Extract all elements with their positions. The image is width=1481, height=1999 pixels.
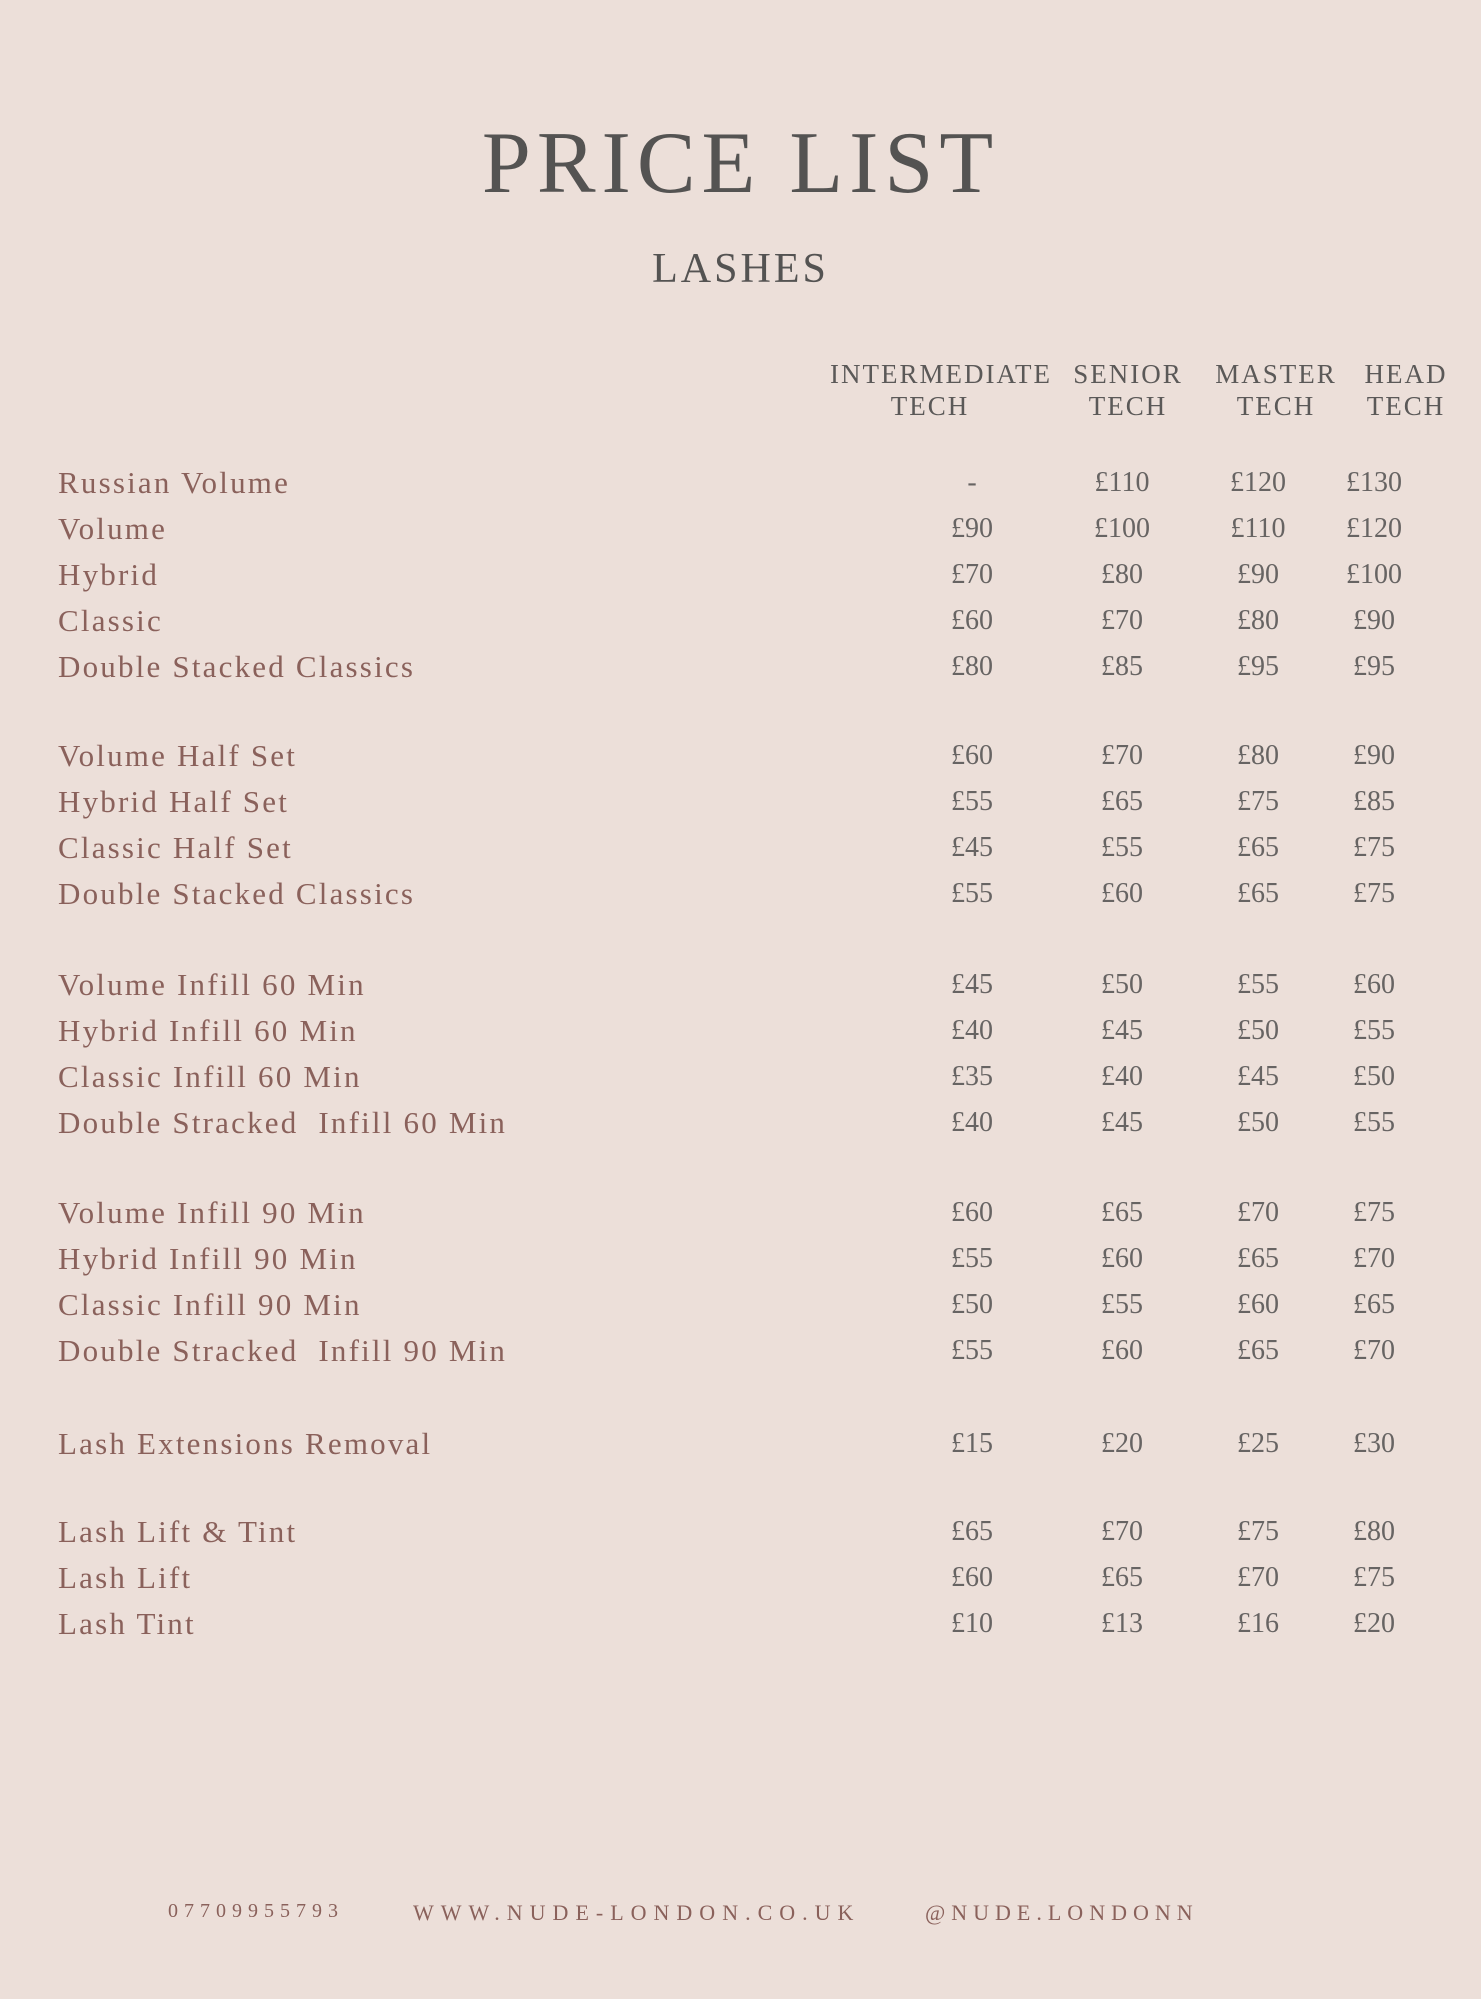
- price-master: £50: [1237, 1107, 1279, 1138]
- column-header-line: TECH: [1366, 391, 1446, 421]
- price-row: [0, 1331, 1481, 1371]
- price-senior: £45: [1101, 1015, 1143, 1046]
- price-senior: £100: [1094, 513, 1150, 544]
- price-master: £55: [1237, 969, 1279, 1000]
- price-master: £70: [1237, 1197, 1279, 1228]
- price-master: £110: [1230, 513, 1286, 544]
- price-senior: £45: [1101, 1107, 1143, 1138]
- price-intermediate: £65: [951, 1516, 993, 1547]
- price-senior: £70: [1101, 740, 1143, 771]
- service-name: Classic Infill 60 Min: [58, 1059, 362, 1094]
- price-master: £65: [1237, 1243, 1279, 1274]
- instagram-handle[interactable]: @NUDE.LONDONN: [925, 1900, 1199, 1925]
- price-intermediate: £60: [951, 605, 993, 636]
- price-senior: £40: [1101, 1061, 1143, 1092]
- price-senior: £60: [1101, 878, 1143, 909]
- price-row: [0, 1424, 1481, 1464]
- service-name: Hybrid Infill 90 Min: [58, 1241, 358, 1276]
- price-master: £60: [1237, 1289, 1279, 1320]
- section-title: LASHES: [652, 246, 829, 292]
- price-senior: £55: [1101, 1289, 1143, 1320]
- price-row: [0, 1193, 1481, 1233]
- price-head: £130: [1346, 467, 1402, 498]
- price-master: £80: [1237, 605, 1279, 636]
- service-name: Lash Extensions Removal: [58, 1426, 433, 1461]
- service-name: Classic Infill 90 Min: [58, 1287, 362, 1322]
- price-head: £50: [1353, 1061, 1395, 1092]
- price-master: £50: [1237, 1015, 1279, 1046]
- price-intermediate: £55: [951, 1335, 993, 1366]
- price-master: £25: [1237, 1428, 1279, 1459]
- price-head: £90: [1353, 605, 1395, 636]
- price-master: £16: [1237, 1608, 1279, 1639]
- price-head: £30: [1353, 1428, 1395, 1459]
- price-head: £55: [1353, 1107, 1395, 1138]
- price-master: £65: [1237, 1335, 1279, 1366]
- column-header-line: TECH: [1088, 391, 1168, 421]
- column-header-line: TECH: [890, 391, 970, 421]
- price-intermediate: £40: [951, 1107, 993, 1138]
- price-intermediate: £55: [951, 786, 993, 817]
- column-header-intermediate: [830, 358, 1052, 422]
- price-head: £75: [1353, 1197, 1395, 1228]
- price-senior: £20: [1101, 1428, 1143, 1459]
- service-name: Volume Infill 90 Min: [58, 1195, 366, 1230]
- price-master: £90: [1237, 559, 1279, 590]
- service-name: Double Stacked Classics: [58, 876, 416, 911]
- column-header-line: TECH: [1236, 391, 1316, 421]
- price-row: [0, 509, 1481, 549]
- price-row: [0, 736, 1481, 776]
- price-senior: £65: [1101, 1562, 1143, 1593]
- service-name: Double Stracked Infill 60 Min: [58, 1105, 508, 1140]
- price-head: £75: [1353, 1562, 1395, 1593]
- price-intermediate: £90: [951, 513, 993, 544]
- service-name: Volume: [58, 511, 168, 546]
- service-name: Double Stracked Infill 90 Min: [58, 1333, 508, 1368]
- price-head: £55: [1353, 1015, 1395, 1046]
- price-intermediate: £50: [951, 1289, 993, 1320]
- column-header-line: HEAD: [1364, 359, 1448, 389]
- price-row: [0, 463, 1481, 503]
- service-name: Hybrid Half Set: [58, 784, 290, 819]
- price-head: £120: [1346, 513, 1402, 544]
- service-name: Lash Tint: [58, 1606, 196, 1641]
- price-head: £20: [1353, 1608, 1395, 1639]
- price-row: [0, 647, 1481, 687]
- price-intermediate: £45: [951, 832, 993, 863]
- price-row: [0, 1512, 1481, 1552]
- phone-number[interactable]: 07709955793: [168, 1900, 344, 1922]
- price-intermediate: £70: [951, 559, 993, 590]
- price-senior: £50: [1101, 969, 1143, 1000]
- price-head: £90: [1353, 740, 1395, 771]
- column-header-line: INTERMEDIATE: [830, 359, 1052, 389]
- service-name: Lash Lift: [58, 1560, 193, 1595]
- price-senior: £70: [1101, 605, 1143, 636]
- price-intermediate: £60: [951, 1197, 993, 1228]
- price-master: £95: [1237, 651, 1279, 682]
- column-header-head: [1351, 358, 1461, 422]
- price-intermediate: £60: [951, 1562, 993, 1593]
- service-name: Classic: [58, 603, 163, 638]
- column-header-line: MASTER: [1215, 359, 1337, 389]
- price-row: [0, 1011, 1481, 1051]
- price-intermediate: £60: [951, 740, 993, 771]
- website-link[interactable]: WWW.NUDE-LONDON.CO.UK: [413, 1900, 861, 1925]
- price-head: £80: [1353, 1516, 1395, 1547]
- price-senior: £85: [1101, 651, 1143, 682]
- service-name: Volume Infill 60 Min: [58, 967, 366, 1002]
- price-head: £85: [1353, 786, 1395, 817]
- price-row: [0, 1285, 1481, 1325]
- price-master: £70: [1237, 1562, 1279, 1593]
- price-master: £120: [1230, 467, 1286, 498]
- price-intermediate: £10: [951, 1608, 993, 1639]
- price-head: £75: [1353, 878, 1395, 909]
- price-senior: £70: [1101, 1516, 1143, 1547]
- price-master: £45: [1237, 1061, 1279, 1092]
- service-name: Lash Lift & Tint: [58, 1514, 298, 1549]
- price-intermediate: £55: [951, 878, 993, 909]
- price-row: [0, 601, 1481, 641]
- price-intermediate: £40: [951, 1015, 993, 1046]
- price-head: £100: [1346, 559, 1402, 590]
- price-head: £75: [1353, 832, 1395, 863]
- price-row: [0, 1057, 1481, 1097]
- service-name: Double Stacked Classics: [58, 649, 416, 684]
- price-head: £70: [1353, 1335, 1395, 1366]
- price-senior: £110: [1094, 467, 1150, 498]
- price-row: [0, 874, 1481, 914]
- price-master: £65: [1237, 832, 1279, 863]
- price-senior: £65: [1101, 786, 1143, 817]
- price-senior: £13: [1101, 1608, 1143, 1639]
- service-name: Classic Half Set: [58, 830, 293, 865]
- price-head: £95: [1353, 651, 1395, 682]
- service-name: Hybrid Infill 60 Min: [58, 1013, 358, 1048]
- price-master: £80: [1237, 740, 1279, 771]
- page-title: PRICE LIST: [481, 115, 1000, 212]
- price-senior: £65: [1101, 1197, 1143, 1228]
- price-intermediate: £55: [951, 1243, 993, 1274]
- service-name: Russian Volume: [58, 465, 291, 500]
- price-intermediate: £35: [951, 1061, 993, 1092]
- price-row: [0, 1604, 1481, 1644]
- price-intermediate: £80: [951, 651, 993, 682]
- price-intermediate: -: [967, 467, 977, 498]
- price-master: £75: [1237, 1516, 1279, 1547]
- price-master: £75: [1237, 786, 1279, 817]
- column-header-senior: [1063, 358, 1193, 422]
- price-intermediate: £15: [951, 1428, 993, 1459]
- price-master: £65: [1237, 878, 1279, 909]
- price-head: £60: [1353, 969, 1395, 1000]
- price-row: [0, 1239, 1481, 1279]
- price-row: [0, 1558, 1481, 1598]
- column-header-master: [1211, 358, 1341, 422]
- service-name: Hybrid: [58, 557, 160, 592]
- price-senior: £55: [1101, 832, 1143, 863]
- price-senior: £60: [1101, 1243, 1143, 1274]
- price-head: £65: [1353, 1289, 1395, 1320]
- price-row: [0, 782, 1481, 822]
- price-intermediate: £45: [951, 969, 993, 1000]
- price-row: [0, 1103, 1481, 1143]
- column-header-line: SENIOR: [1073, 359, 1183, 389]
- price-row: [0, 555, 1481, 595]
- price-row: [0, 828, 1481, 868]
- service-name: Volume Half Set: [58, 738, 298, 773]
- price-head: £70: [1353, 1243, 1395, 1274]
- price-row: [0, 965, 1481, 1005]
- price-senior: £80: [1101, 559, 1143, 590]
- price-senior: £60: [1101, 1335, 1143, 1366]
